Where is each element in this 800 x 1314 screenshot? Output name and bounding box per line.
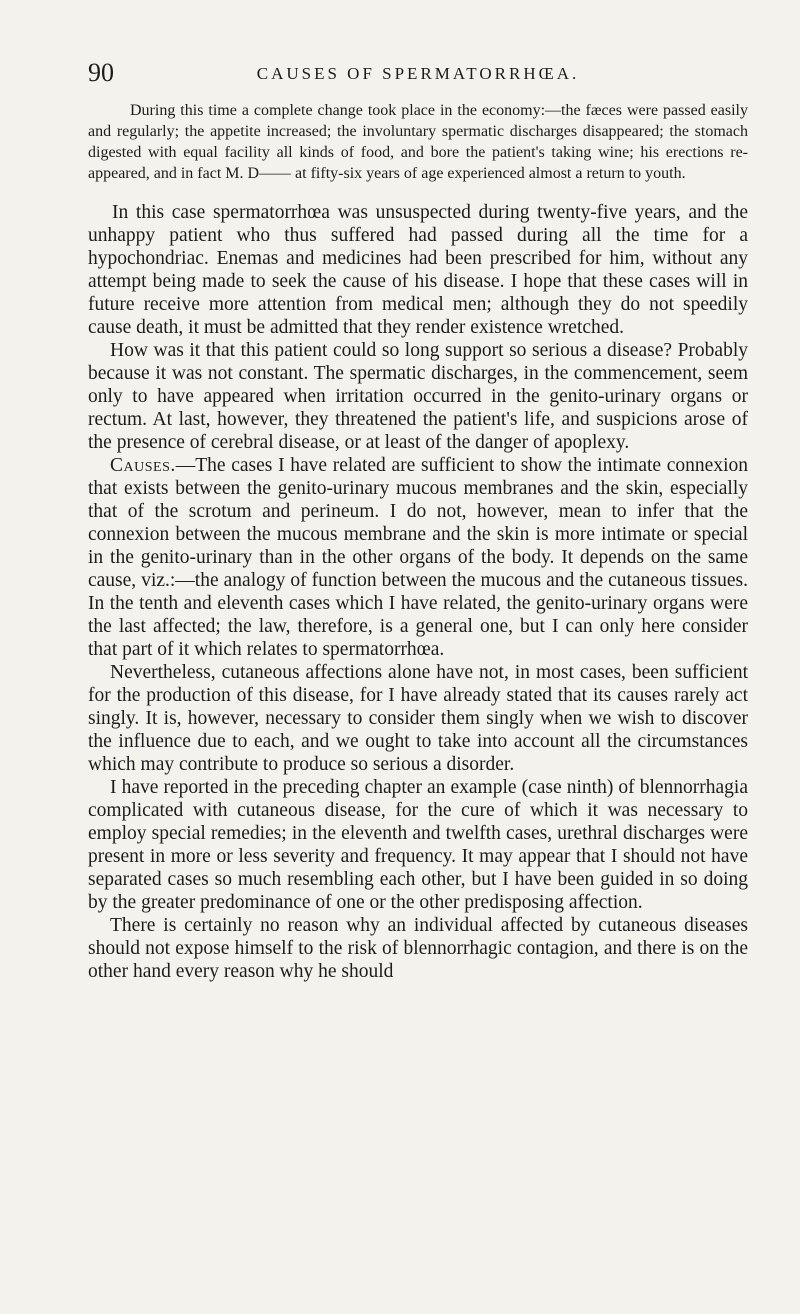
paragraph-5: Nevertheless, cutaneous affections alone have not, in most cases, been sufficient for the production of this disease, for I have already stated that its causes rarely act singly. It is, however, necessary to consider them singly when we wish to discover the influence due to each, and we ought to take into account all the circumstances which may contribute to produce so serious a disorder. <box>88 662 748 775</box>
paragraph-1: During this time a complete change took place in the economy:—the fæces were passed easily and regularly; the appetite increased; the involuntary spermatic discharges disappeared; the stomach digested with equal facility all kinds of food, and bore the patient's taking wine; his erections re-appeared, and in fact M. D—— at fifty-six years of age experienced almost a return to youth. <box>88 102 748 182</box>
running-head: CAUSES OF SPERMATORRHŒA. <box>256 64 580 83</box>
paragraph-7: There is certainly no reason why an individual affected by cutaneous diseases should not expose himself to the risk of blennorrhagic contagion, and there is on the other hand every reason why he should <box>88 915 748 982</box>
paragraph-2: In this case spermatorrhœa was unsuspected during twenty-five years, and the unhappy patient who thus suffered had passed during all the time for a hypochondriac. Enemas and medicines had been prescribed for him, without any attempt being made to seek the cause of his disease. I hope that these cases will in future receive more attention from medical men; although they do not speedily cause death, it must be admitted that they render existence wretched. <box>88 202 748 338</box>
page-header <box>88 58 748 92</box>
page-number: 90 <box>88 58 114 87</box>
paragraph-4 <box>88 454 748 661</box>
body-text <box>88 100 748 983</box>
section-lead-causes: Causes. <box>110 455 176 476</box>
paragraph-3: How was it that this patient could so long support so serious a disease? Probably because it was not constant. The spermatic discharges, in the commencement, seem only to have appeared when irritation occurred in the genito-urinary organs or rectum. At last, however, they threatened the patient's life, and suspicions arose of the presence of cerebral disease, or at least of the danger of apoplexy. <box>88 340 748 453</box>
paragraph-4-text: —The cases I have related are sufficient to show the intimate connexion that exists between the genito-urinary mucous membranes and the skin, especially that of the scrotum and perineum. I do not, however, mean to infer that the connexion between the mucous membrane and the skin is more intimate or special in the genito-urinary than in the other organs of the body. It depends on the same cause, viz.:—the analogy of function between the mucous and the cutaneous tissues. In the tenth and eleventh cases which I have related, the genito-urinary organs were the last affected; the law, therefore, is a general one, but I can only here consider that part of it which relates to spermatorrhœa. <box>88 455 748 660</box>
paragraph-6: I have reported in the preceding chapter an example (case ninth) of blennorrhagia complicated with cutaneous disease, for the cure of which it was necessary to employ special remedies; in the eleventh and twelfth cases, urethral discharges were present in more or less severity and frequency. It may appear that I should not have separated cases so much resembling each other, but I have been guided in so doing by the greater predominance of one or the other predisposing affection. <box>88 777 748 913</box>
